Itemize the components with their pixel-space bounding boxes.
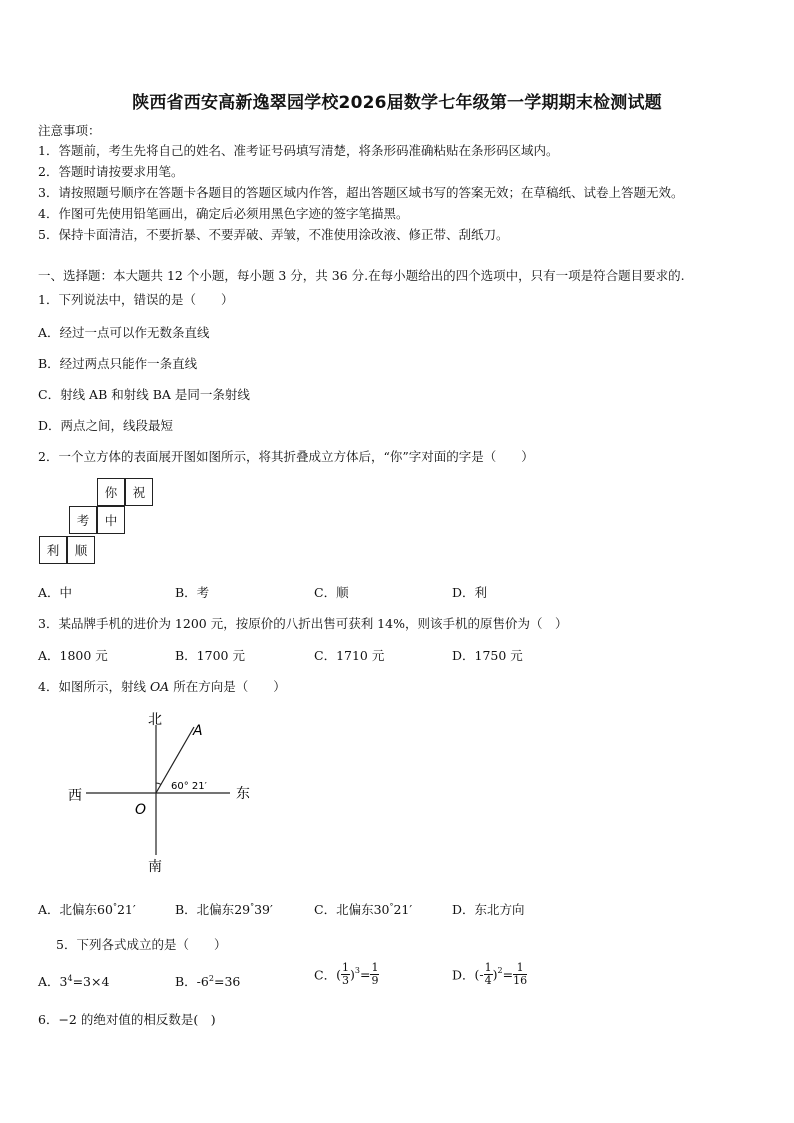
net-cell-zhong: 中 — [97, 506, 125, 534]
note-item: 3．请按照题号顺序在答题卡各题目的答题区域内作答，超出答题区域书写的答案无效；在草稿纸、试卷上答题无效。 — [38, 185, 684, 200]
label-south: 南 — [148, 859, 162, 875]
q4-stem-post: 所在方向是（ ） — [169, 679, 286, 694]
net-cell-ni: 你 — [97, 478, 125, 506]
q2-option-d: D．利 — [452, 585, 488, 600]
q5-option-a: A．$3^4=3\times 4$ — [38, 973, 110, 989]
q3-option-c: C．1710 元 — [314, 648, 385, 663]
q1-option-c: C．射线 AB 和射线 BA 是同一条射线 — [38, 387, 250, 402]
q2-option-c: C．顺 — [314, 585, 349, 600]
q4-option-c: C．北偏东30°21′ — [314, 901, 413, 917]
angle-arc — [156, 783, 161, 784]
q4-option-b: B．北偏东29°39′ — [175, 901, 273, 917]
notes-heading: 注意事项： — [38, 123, 101, 138]
q5-option-b: B．$-6^2=36$ — [175, 973, 241, 989]
section-heading: 一、选择题：本大题共 12 个小题，每小题 3 分，共 36 分.在每小题给出的四个选项中，只有一项是符合题目要求的. — [38, 268, 685, 283]
note-item: 2．答题时请按要求用笔。 — [38, 164, 184, 179]
q6-stem: 6．−2 的绝对值的相反数是( ) — [38, 1012, 216, 1027]
q4-option-d: D．东北方向 — [452, 902, 525, 917]
label-east: 东 — [236, 786, 250, 802]
q1-option-a: A．经过一点可以作无数条直线 — [38, 325, 210, 340]
net-cell-li: 利 — [39, 536, 67, 564]
q3-option-b: B．1700 元 — [175, 648, 245, 663]
q3-option-a: A．1800 元 — [38, 648, 108, 663]
q2-stem: 2．一个立方体的表面展开图如图所示，将其折叠成立方体后，“你”字对面的字是（ ） — [38, 449, 534, 464]
q3-stem: 3．某品牌手机的进价为 1200 元，按原价的八折出售可获利 14%，则该手机的原售价为（ ） — [38, 616, 568, 631]
q1-option-b: B．经过两点只能作一条直线 — [38, 356, 198, 371]
label-west: 西 — [68, 788, 82, 804]
compass-figure — [60, 705, 270, 880]
label-angle: 60° 21′ — [171, 781, 207, 792]
q2-option-b: B．考 — [175, 585, 210, 600]
q3-option-d: D．1750 元 — [452, 648, 523, 663]
label-point-o: O — [135, 802, 147, 818]
q5-stem: 5．下列各式成立的是（ ） — [56, 937, 227, 952]
q1-stem: 1．下列说法中，错误的是（ ） — [38, 292, 234, 307]
q5-option-c: C．( $\frac{1}{3}$ )$^3$= $\frac{1}{9}$ — [314, 961, 379, 987]
q4-stem-var: OA — [149, 679, 170, 694]
note-item: 5．保持卡面清洁，不要折暴、不要弄破、弄皱，不准使用涂改液、修正带、刮纸刀。 — [38, 227, 509, 242]
q5-option-d: D．(- $\frac{1}{4}$ )$^2$= $\frac{1}{16}$ — [452, 961, 528, 987]
label-north: 北 — [148, 712, 162, 728]
q2-option-a: A．中 — [38, 585, 73, 600]
net-cell-kao: 考 — [69, 506, 97, 534]
net-cell-zhu: 祝 — [125, 478, 153, 506]
q1-option-d: D．两点之间，线段最短 — [38, 418, 174, 433]
q4-option-a: A．北偏东60°21′ — [38, 901, 136, 917]
q4-stem-pre: 4．如图所示，射线 — [38, 679, 150, 694]
q4-stem — [38, 677, 286, 695]
net-cell-shun: 顺 — [67, 536, 95, 564]
note-item: 1．答题前，考生先将自己的姓名、准考证号码填写清楚，将条形码准确粘贴在条形码区域内。 — [38, 143, 559, 158]
page-title: 陕西省西安高新逸翠园学校2026届数学七年级第一学期期末检测试题 — [132, 93, 662, 113]
label-point-a: A — [193, 723, 203, 739]
note-item: 4．作图可先使用铅笔画出，确定后必须用黑色字迹的签字笔描黑。 — [38, 206, 409, 221]
